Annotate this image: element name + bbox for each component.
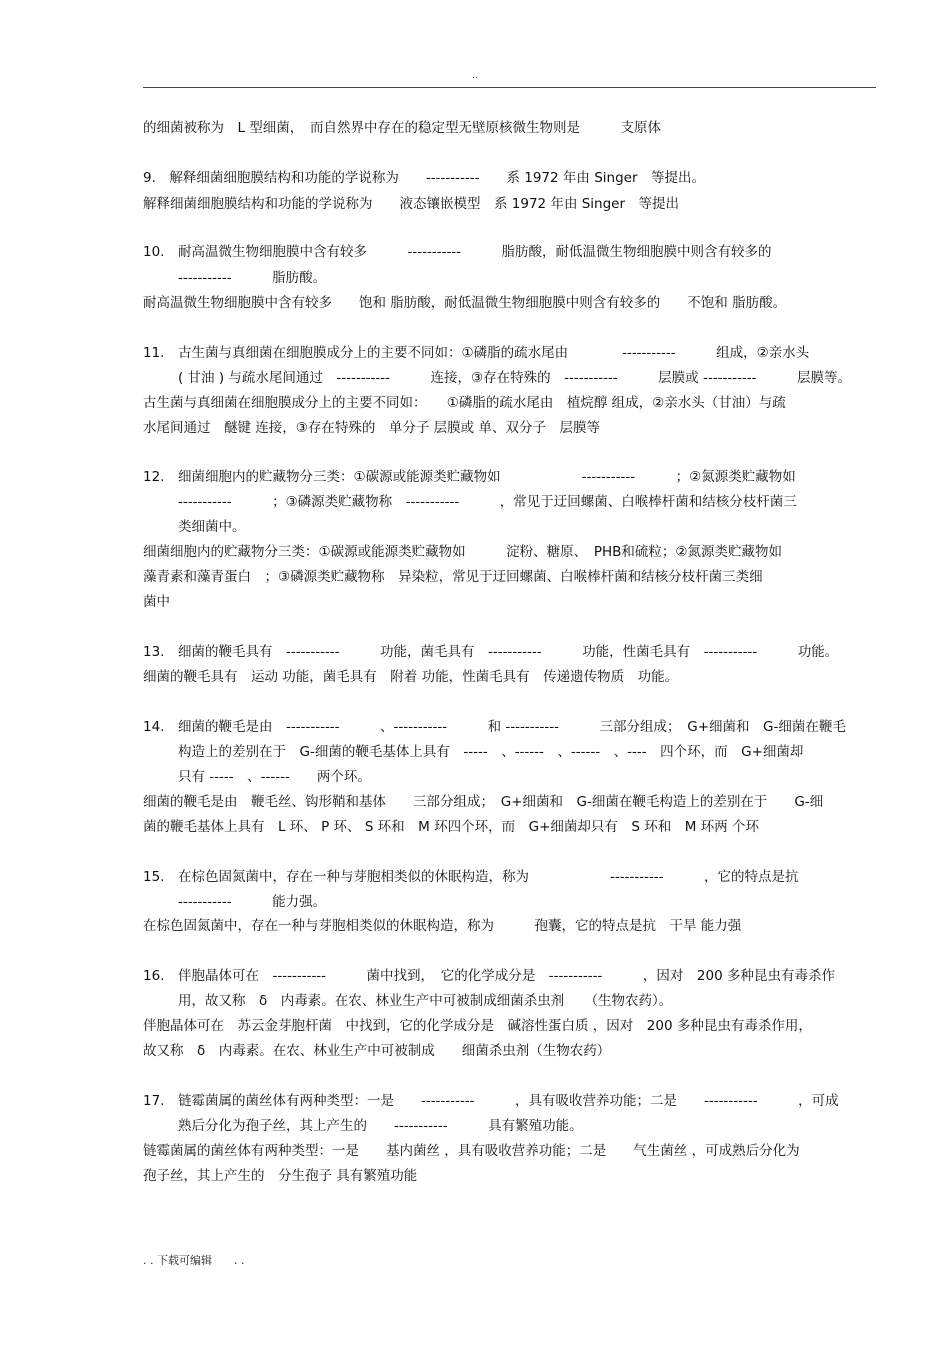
answer-line: 耐高温微生物细胞膜中含有较多 饱和 脂肪酸，耐低温微生物细胞膜中则含有较多的 不饱和 脂肪酸。 <box>143 295 787 311</box>
answer-line: 细菌的鞭毛是由 鞭毛丝、钩形鞘和基体 三部分组成； G+细菌和 G-细菌在鞭毛构造上的差别在于 G-细 <box>143 794 824 810</box>
page-header-mark: .. <box>471 70 479 81</box>
question-line: 17. 链霉菌属的菌丝体有两种类型：一是 ----------- ，具有吸收营养功能；二是 ----------- ，可成 <box>143 1093 839 1109</box>
question-line: 12. 细菌细胞内的贮藏物分三类：①碳源或能源类贮藏物如 ----------- ；②氮源类贮藏物如 <box>143 469 796 485</box>
question-line: 只有 ----- 、------ 两个环。 <box>178 769 371 785</box>
answer-line: 细菌细胞内的贮藏物分三类：①碳源或能源类贮藏物如 淀粉、糖原、 PHB和硫粒；②氮源类贮藏物如 <box>143 544 783 560</box>
answer-line: 藻青素和藻青蛋白 ；③磷源类贮藏物称 异染粒，常见于迂回螺菌、白喉棒杆菌和结核分枝杆菌三类细 <box>143 569 763 585</box>
page-footer: . . 下载可编辑 . . <box>143 1254 245 1267</box>
answer-line: 解释细菌细胞膜结构和功能的学说称为 液态镶嵌模型 系 1972 年由 Singer 等提出 <box>143 196 680 212</box>
header-rule <box>143 87 876 88</box>
question-line: 11. 古生菌与真细菌在细胞膜成分上的主要不同如：①磷脂的疏水尾由 ----------- 组成，②亲水头 <box>143 345 810 361</box>
question-line: 14. 细菌的鞭毛是由 ----------- 、----------- 和 ----------- 三部分组成； G+细菌和 G-细菌在鞭毛 <box>143 719 846 735</box>
question-line: ----------- ；③磷源类贮藏物称 ----------- ，常见于迂回螺菌、白喉棒杆菌和结核分枝杆菌三 <box>178 494 797 510</box>
answer-line: 菌中 <box>143 594 170 610</box>
answer-line: 在棕色固氮菌中，存在一种与芽胞相类似的休眠构造，称为 孢囊，它的特点是抗 干旱 能力强 <box>143 918 742 934</box>
question-line: 10. 耐高温微生物细胞膜中含有较多 ----------- 脂肪酸，耐低温微生物细胞膜中则含有较多的 <box>143 244 772 260</box>
answer-line: 细菌的鞭毛具有 运动 功能，菌毛具有 附着 功能，性菌毛具有 传递遗传物质 功能。 <box>143 669 679 685</box>
question-line: 15. 在棕色固氮菌中，存在一种与芽胞相类似的休眠构造，称为 ----------- ，它的特点是抗 <box>143 869 799 885</box>
answer-line: 菌的鞭毛基体上具有 L 环、 P 环、 S 环和 M 环四个环，而 G+细菌却只有 S 环和 M 环两 个环 <box>143 819 759 835</box>
answer-line: 链霉菌属的菌丝体有两种类型：一是 基内菌丝 ，具有吸收营养功能；二是 气生菌丝 ，可成熟后分化为 <box>143 1143 800 1159</box>
answer-line: 伴胞晶体可在 苏云金芽胞杆菌 中找到，它的化学成分是 碱溶性蛋白质 ，因对 200 多种昆虫有毒杀作用， <box>143 1018 812 1034</box>
answer-line: 古生菌与真细菌在细胞膜成分上的主要不同如： ①磷脂的疏水尾由 植烷醇 组成，②亲水头（甘油）与疏 <box>143 395 786 411</box>
question-line: 9. 解释细菌细胞膜结构和功能的学说称为 ----------- 系 1972 年由 Singer 等提出。 <box>143 170 705 186</box>
question-line: ( 甘油 ) 与疏水尾间通过 ----------- 连接，③存在特殊的 ----------- 层膜或 ----------- 层膜等。 <box>178 370 852 386</box>
question-line: ----------- 能力强。 <box>178 894 327 910</box>
question-line: 构造上的差别在于 G-细菌的鞭毛基体上具有 ----- 、------ 、------ 、---- 四个环，而 G+细菌却 <box>178 744 804 760</box>
answer-line: 故又称 δ 内毒素。在农、林业生产中可被制成 细菌杀虫剂（生物农药） <box>143 1043 611 1059</box>
text-line: 的细菌被称为 L 型细菌， 而自然界中存在的稳定型无壁原核微生物则是 支原体 <box>143 120 662 136</box>
question-line: 16. 伴胞晶体可在 ----------- 菌中找到， 它的化学成分是 ----------- ，因对 200 多种昆虫有毒杀作 <box>143 968 835 984</box>
question-line: ----------- 脂肪酸。 <box>178 270 327 286</box>
answer-line: 水尾间通过 醚键 连接，③存在特殊的 单分子 层膜或 单、双分子 层膜等 <box>143 420 600 436</box>
question-line: 熟后分化为孢子丝，其上产生的 ----------- 具有繁殖功能。 <box>178 1118 583 1134</box>
answer-line: 孢子丝，其上产生的 分生孢子 具有繁殖功能 <box>143 1168 418 1184</box>
question-line: 13. 细菌的鞭毛具有 ----------- 功能，菌毛具有 ----------- 功能，性菌毛具有 ----------- 功能。 <box>143 644 839 660</box>
question-line: 用，故又称 δ 内毒素。在农、林业生产中可被制成细菌杀虫剂 （生物农药）。 <box>178 993 673 1009</box>
question-line: 类细菌中。 <box>178 519 246 535</box>
